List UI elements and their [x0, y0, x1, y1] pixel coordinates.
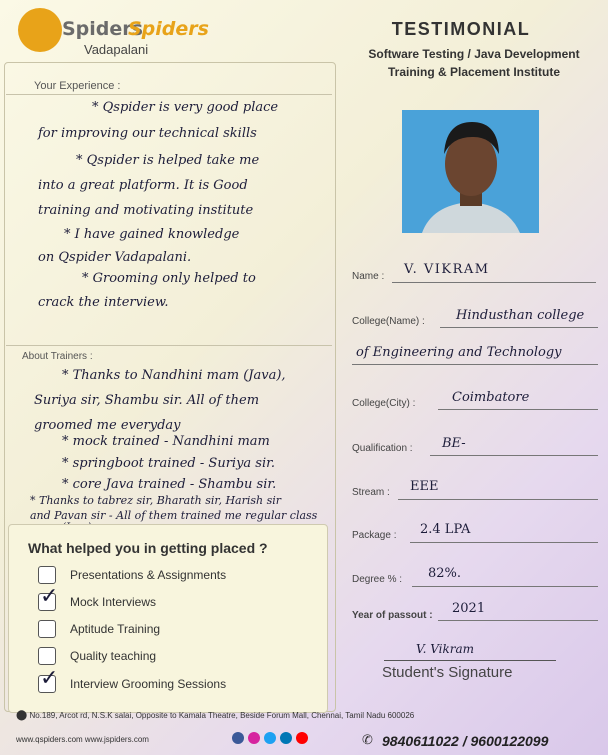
college-city: Coimbatore — [452, 390, 530, 405]
name-label: Name : — [352, 271, 385, 282]
experience-line: for improving our technical skills — [38, 126, 257, 141]
linkedin-icon[interactable] — [280, 732, 292, 744]
footer-websites: www.qspiders.com www.jspiders.com — [16, 735, 149, 744]
field-underline — [352, 364, 598, 365]
branch-name: Vadapalani — [84, 42, 149, 57]
option-label: Interview Grooming Sessions — [70, 677, 227, 691]
location-pin-icon: ⬤ — [16, 710, 28, 721]
experience-label: Your Experience : — [34, 80, 121, 92]
trainer-line: groomed me everyday — [34, 418, 181, 433]
qspiders-logo-icon — [18, 8, 62, 52]
experience-line: * Qspider is very good place — [92, 100, 279, 115]
degree-percent: 82%. — [428, 566, 462, 581]
qualification-label: Qualification : — [352, 443, 413, 454]
qualification: BE- — [442, 436, 466, 451]
address-text: No.189, Arcot rd, N.S.K salai, Opposite to Kamala Theatre, Beside Forum Mall, Chennai, Tamil Nadu 600026 — [29, 711, 415, 720]
college-city-label: College(City) : — [352, 398, 416, 409]
trainers-label: About Trainers : — [22, 351, 93, 362]
phone-numbers: 9840611022 / 9600122099 — [382, 733, 549, 749]
experience-line: into a great platform. It is Good — [38, 178, 248, 193]
checkbox-quality-teaching[interactable] — [38, 647, 56, 665]
student-signature: V. Vikram — [416, 642, 475, 656]
package: 2.4 LPA — [420, 522, 471, 537]
field-underline — [410, 542, 598, 543]
subtitle-line: Software Testing / Java Development — [368, 47, 580, 61]
field-underline — [440, 327, 598, 328]
student-name: V. VIKRAM — [404, 262, 490, 277]
degree-label: Degree % : — [352, 574, 403, 585]
package-label: Package : — [352, 530, 397, 541]
experience-line: * I have gained knowledge — [64, 227, 240, 242]
field-underline — [412, 586, 598, 587]
experience-line: on Qspider Vadapalani. — [38, 250, 192, 265]
trainer-line: and Pavan sir - All of them trained me regular class — [30, 509, 318, 522]
field-underline — [430, 455, 598, 456]
youtube-icon[interactable] — [296, 732, 308, 744]
subtitle-line: Training & Placement Institute — [387, 65, 561, 79]
option-label: Aptitude Training — [70, 622, 161, 636]
option-label: Presentations & Assignments — [70, 568, 227, 582]
footer-address — [16, 710, 414, 721]
college-name-label: College(Name) : — [352, 316, 425, 327]
page-subtitle — [340, 45, 608, 81]
option-label: Quality teaching — [70, 649, 157, 663]
trainer-line: * core Java trained - Shambu sir. — [62, 477, 277, 492]
phone-icon: ✆ — [362, 732, 373, 747]
option-label: Mock Interviews — [70, 595, 157, 609]
person-silhouette-icon — [402, 110, 539, 233]
college-name-line2: of Engineering and Technology — [356, 345, 562, 360]
experience-line: crack the interview. — [38, 295, 169, 310]
checkbox-aptitude[interactable] — [38, 620, 56, 638]
trainer-line: * springboot trained - Suriya sir. — [62, 456, 276, 471]
helped-title: What helped you in getting placed ? — [28, 540, 268, 556]
twitter-icon[interactable] — [264, 732, 276, 744]
experience-line: training and motivating institute — [38, 203, 254, 218]
field-underline — [438, 620, 598, 621]
trainer-line: Suriya sir, Shambu sir. All of them — [34, 393, 260, 408]
trainer-line: * Thanks to tabrez sir, Bharath sir, Harish sir — [30, 494, 282, 507]
signature-line — [384, 660, 556, 661]
divider — [6, 345, 332, 346]
field-underline — [392, 282, 596, 283]
checkbox-presentations[interactable] — [38, 566, 56, 584]
trainer-line: * Thanks to Nandhini mam (Java), — [62, 368, 286, 383]
brand-jspiders: Spiders — [128, 18, 209, 40]
instagram-icon[interactable] — [248, 732, 260, 744]
student-photo — [402, 110, 539, 233]
signature-label: Student's Signature — [382, 664, 513, 681]
checkmark-icon: ✓ — [40, 666, 59, 691]
field-underline — [438, 409, 598, 410]
divider — [6, 94, 332, 95]
experience-line: * Grooming only helped to — [82, 271, 256, 286]
stream-label: Stream : — [352, 487, 390, 498]
year-of-passout: 2021 — [452, 601, 486, 616]
passout-label: Year of passout : — [352, 610, 433, 621]
stream: EEE — [410, 479, 439, 494]
field-underline — [398, 499, 598, 500]
checkmark-icon: ✓ — [40, 584, 59, 609]
experience-line: * Qspider is helped take me — [76, 153, 260, 168]
facebook-icon[interactable] — [232, 732, 244, 744]
college-name-line1: Hindusthan college — [456, 308, 585, 323]
page-title: TESTIMONIAL — [391, 19, 531, 39]
trainer-line: * mock trained - Nandhini mam — [62, 434, 270, 449]
brand-qspiders: Spiders — [62, 18, 143, 40]
